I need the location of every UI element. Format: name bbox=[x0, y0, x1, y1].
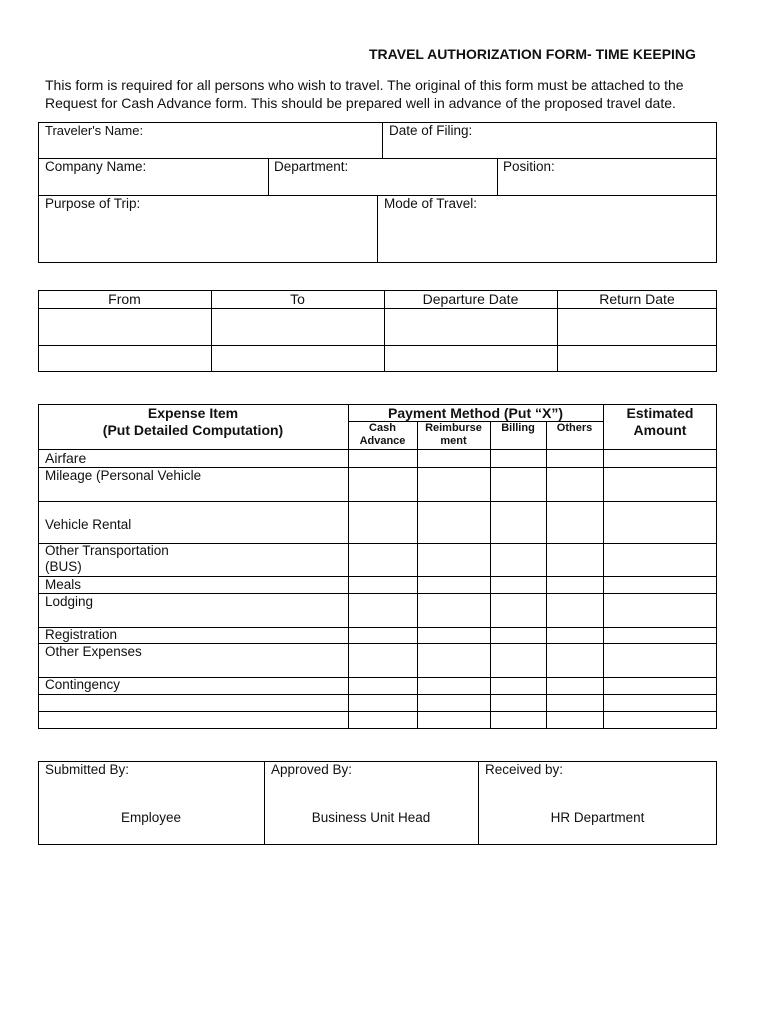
estimated-amount-subheader: Amount bbox=[633, 422, 687, 438]
form-title: TRAVEL AUTHORIZATION FORM- TIME KEEPING bbox=[369, 46, 696, 62]
intro-line-2: Request for Cash Advance form. This should be prepared well in advance of the proposed travel date. bbox=[45, 95, 676, 111]
itinerary-header-return-date: Return Date bbox=[599, 291, 675, 307]
position-field[interactable] bbox=[503, 178, 711, 193]
itinerary-header-to: To bbox=[290, 291, 305, 307]
intro-text bbox=[45, 76, 725, 112]
expense-row-vehicle-rental: Vehicle Rental bbox=[45, 517, 132, 532]
expense-row-airfare: Airfare bbox=[45, 450, 87, 466]
payment-method-header: Payment Method (Put “X”) bbox=[387, 405, 563, 421]
itinerary-row2-departure[interactable] bbox=[390, 350, 552, 368]
submitted-by-label: Submitted By: bbox=[45, 762, 130, 777]
purpose-of-trip-label: Purpose of Trip: bbox=[45, 196, 141, 211]
approved-by-label: Approved By: bbox=[271, 762, 353, 777]
payment-col-cash-advance: Cash Advance bbox=[359, 422, 406, 447]
position-label: Position: bbox=[503, 159, 555, 174]
company-name-label: Company Name: bbox=[45, 159, 147, 174]
itinerary-row2-to[interactable] bbox=[217, 350, 379, 368]
estimated-amount-header: Estimated bbox=[626, 405, 694, 421]
itinerary-row1-return[interactable] bbox=[563, 318, 711, 336]
department-field[interactable] bbox=[274, 178, 492, 193]
itinerary-row2-from[interactable] bbox=[44, 350, 206, 368]
itinerary-row1-from[interactable] bbox=[44, 318, 206, 336]
payment-col-billing: Billing bbox=[501, 422, 535, 434]
date-of-filing-label: Date of Filing: bbox=[389, 123, 473, 138]
expense-row-contingency: Contingency bbox=[45, 677, 121, 692]
department-label: Department: bbox=[274, 159, 349, 174]
received-by-label: Received by: bbox=[485, 762, 564, 777]
expense-item-header: Expense Item bbox=[147, 405, 239, 421]
company-name-field[interactable] bbox=[45, 178, 263, 193]
travelers-name-label: Traveler's Name: bbox=[45, 123, 144, 138]
expense-item-subheader: (Put Detailed Computation) bbox=[102, 422, 284, 438]
date-of-filing-field[interactable] bbox=[480, 125, 710, 141]
expense-row-lodging: Lodging bbox=[45, 594, 94, 609]
mode-of-travel-label: Mode of Travel: bbox=[384, 196, 478, 211]
expense-row-other-expenses: Other Expenses bbox=[45, 644, 142, 659]
itinerary-row2-return[interactable] bbox=[563, 350, 711, 368]
expense-row-registration: Registration bbox=[45, 627, 118, 642]
mode-of-travel-field[interactable] bbox=[384, 218, 710, 258]
expense-row-mileage: Mileage (Personal Vehicle bbox=[45, 468, 202, 483]
hr-department-signatory: HR Department bbox=[550, 810, 645, 825]
travelers-name-field[interactable] bbox=[160, 125, 375, 141]
payment-col-reimbursement: Reimburse ment bbox=[425, 422, 482, 447]
payment-col-others: Others bbox=[556, 422, 593, 434]
itinerary-row1-departure[interactable] bbox=[390, 318, 552, 336]
employee-signatory: Employee bbox=[120, 810, 182, 825]
expense-row-meals: Meals bbox=[45, 577, 82, 592]
intro-line-1: This form is required for all persons who wish to travel. The original of this form must be attached to the bbox=[45, 77, 684, 93]
itinerary-header-from: From bbox=[108, 291, 141, 307]
purpose-of-trip-field[interactable] bbox=[45, 218, 371, 258]
itinerary-header-departure-date: Departure Date bbox=[422, 291, 519, 307]
expense-row-other-transportation: Other Transportation (BUS) bbox=[45, 543, 169, 574]
signatures-table bbox=[38, 761, 717, 845]
itinerary-row1-to[interactable] bbox=[217, 318, 379, 336]
business-unit-head-signatory: Business Unit Head bbox=[311, 810, 431, 825]
